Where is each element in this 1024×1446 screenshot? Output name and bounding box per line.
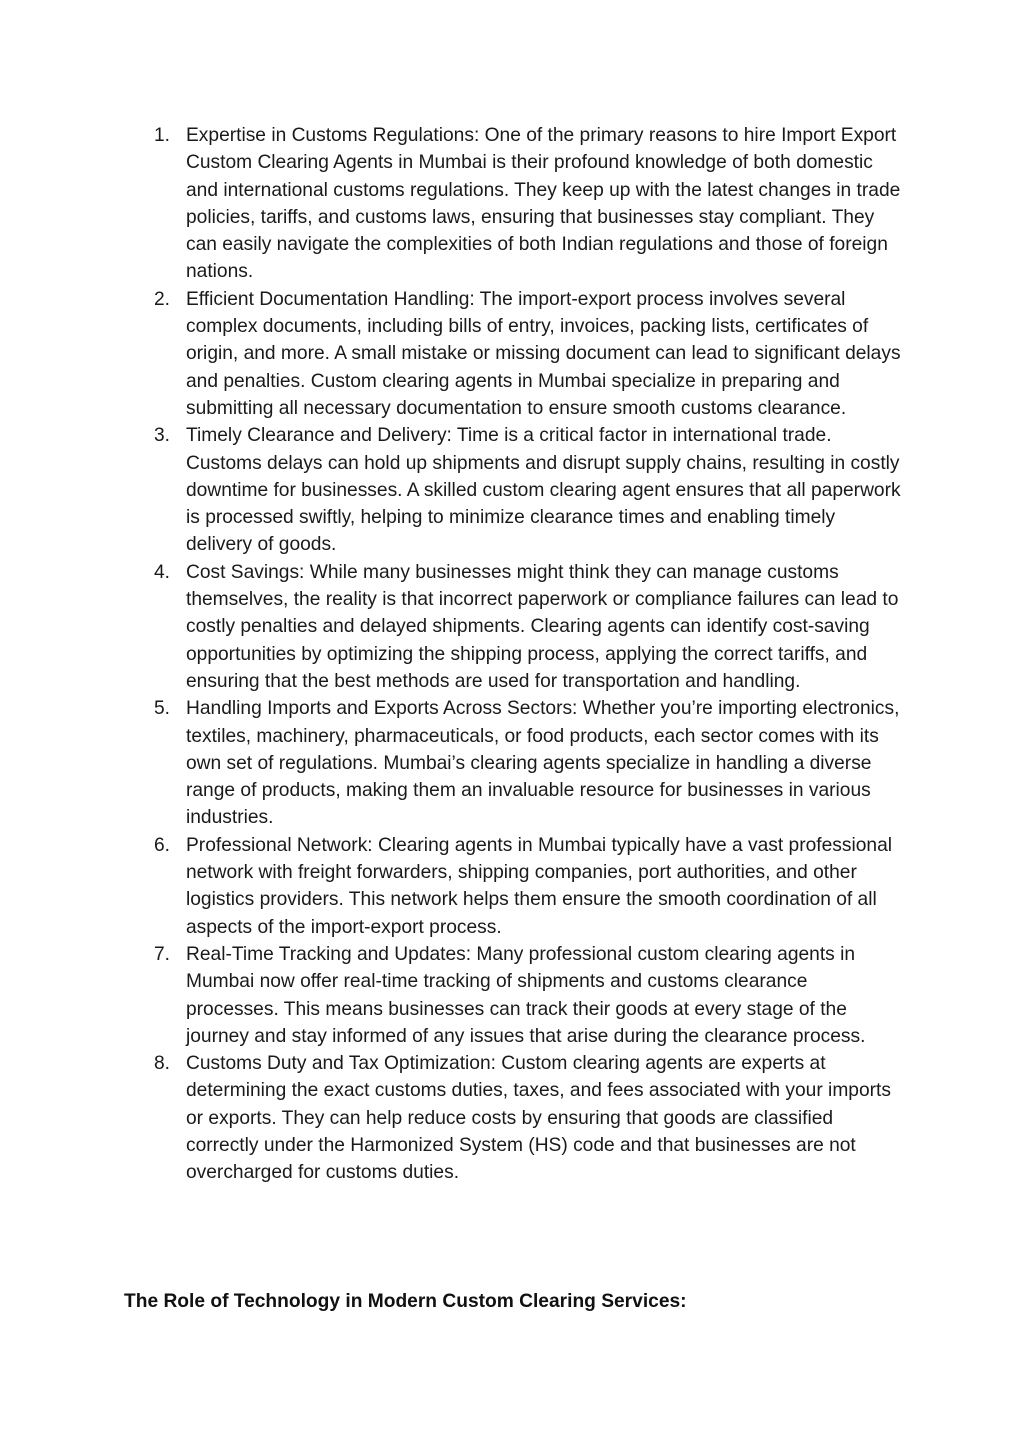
list-item-text: Customs Duty and Tax Optimization: Custom clearing agents are experts at determining the exact customs duties, taxes, and fees associated with your imports or exports. They can help reduce costs by ensuring that goods are classified correctly under the Harmonized System (HS) code and that businesses are not overcharged for customs duties.	[186, 1053, 891, 1184]
list-marker: 5.	[154, 698, 171, 720]
section-heading: The Role of Technology in Modern Custom Clearing Services:	[124, 1291, 687, 1312]
list-marker: 8.	[154, 1053, 171, 1075]
list-marker: 4.	[154, 561, 171, 583]
list-item-text: Timely Clearance and Delivery: Time is a critical factor in international trade. Customs delays can hold up shipments and disrupt supply chains, resulting in costly downtime for businesses. A skilled custom clearing agent ensures that all paperwork is processed swiftly, helping to minimize clearance times and enabling timely delivery of goods.	[186, 425, 901, 556]
list-item-text: Professional Network: Clearing agents in Mumbai typically have a vast professional network with freight forwarders, shipping companies, port authorities, and other logistics providers. This network helps them ensure the smooth coordination of all aspects of the import-export process.	[186, 834, 893, 938]
list-item-text: Expertise in Customs Regulations: One of the primary reasons to hire Import Export Custom Clearing Agents in Mumbai is their profound knowledge of both domestic and international customs regulations. They keep up with the latest changes in trade policies, tariffs, and customs laws, ensuring that businesses stay compliant. They can easily navigate the complexities of both Indian regulations and those of foreign nations.	[186, 125, 901, 283]
list-item-text: Handling Imports and Exports Across Sectors: Whether you’re importing electronics, textiles, machinery, pharmaceuticals, or food products, each sector comes with its own set of regulations. Mumbai’s clearing agents specialize in handling a diverse range of products, making them an invaluable resource for businesses in various industries.	[186, 698, 900, 829]
list-item	[124, 286, 904, 422]
list-item	[124, 422, 904, 558]
numbered-list	[124, 122, 904, 1187]
list-marker: 6.	[154, 834, 171, 856]
list-item-text: Efficient Documentation Handling: The import-export process involves several complex documents, including bills of entry, invoices, packing lists, certificates of origin, and more. A small mistake or missing document can lead to significant delays and penalties. Custom clearing agents in Mumbai specialize in preparing and submitting all necessary documentation to ensure smooth customs clearance.	[186, 288, 901, 419]
list-item	[124, 832, 904, 941]
list-marker: 2.	[154, 288, 171, 310]
list-item	[124, 1050, 904, 1186]
list-marker: 3.	[154, 425, 171, 447]
list-item	[124, 941, 904, 1050]
list-item-text: Real-Time Tracking and Updates: Many professional custom clearing agents in Mumbai now offer real-time tracking of shipments and customs clearance processes. This means businesses can track their goods at every stage of the journey and stay informed of any issues that arise during the clearance process.	[186, 943, 866, 1047]
list-item	[124, 122, 904, 286]
list-item-text: Cost Savings: While many businesses might think they can manage customs themselves, the reality is that incorrect paperwork or compliance failures can lead to costly penalties and delayed shipments. Clearing agents can identify cost-saving opportunities by optimizing the shipping process, applying the correct tariffs, and ensuring that the best methods are used for transportation and handling.	[186, 561, 899, 692]
list-item	[124, 695, 904, 831]
list-item	[124, 559, 904, 695]
list-marker: 1.	[154, 125, 171, 146]
list-marker: 7.	[154, 943, 171, 965]
